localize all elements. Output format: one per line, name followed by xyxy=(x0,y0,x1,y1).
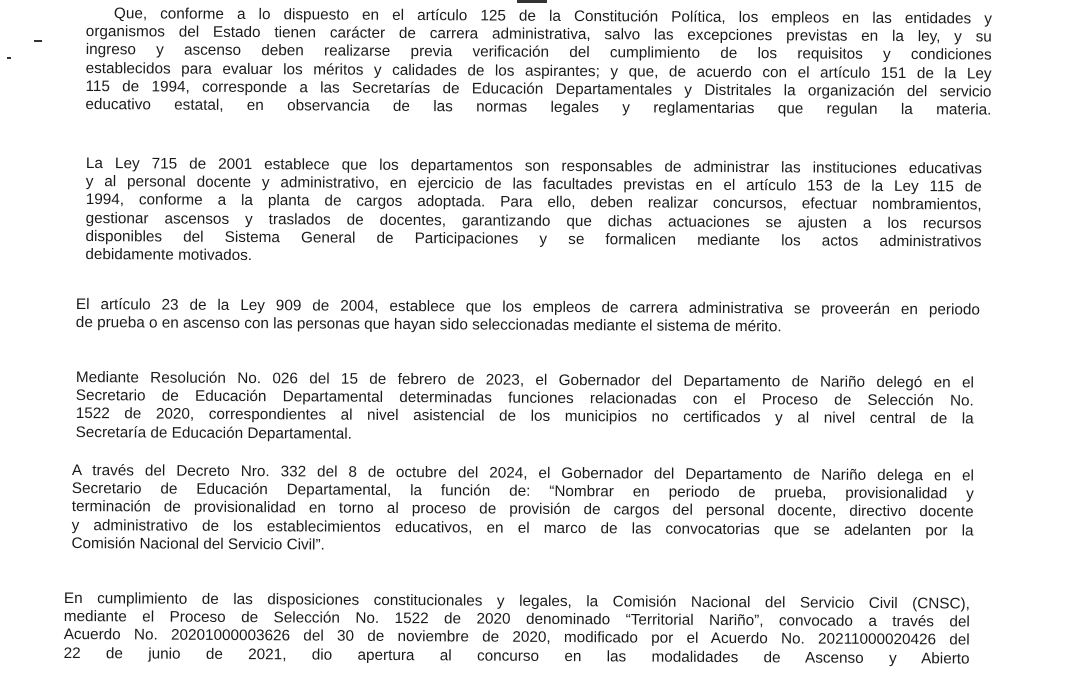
paragraph-line: 1994, conforme a la planta de cargos adoptada. Para ello, deben realizar concursos, efectuar nombramientos, xyxy=(85,191,982,214)
paragraph-line: A través del Decreto Nro. 332 del 8 de octubre del 2024, el Gobernador del Departamento de Nariño delega en el xyxy=(71,462,974,485)
paragraph-line: Secretario de Educación Departamental, la función de: “Nombrar en periodo de prueba, provisionalidad y xyxy=(71,480,974,503)
paragraph-line: ingreso y ascenso deben realizarse previa verificación del cumplimiento de los requisitos y condiciones xyxy=(85,41,992,64)
paragraph-line: Mediante Resolución No. 026 del 15 de febrero de 2023, el Gobernador del Departamento de Nariño delegó en el xyxy=(75,369,974,392)
paragraph-2 xyxy=(85,155,982,270)
paragraph-line: El artículo 23 de la Ley 909 de 2004, establece que los empleos de carrera administrativa se proveerán en periodo xyxy=(75,296,980,319)
paragraph-line: Que, conforme a lo dispuesto en el artículo 125 de la Constitución Política, los empleos en las entidades y xyxy=(113,5,992,28)
paragraph-line: terminación de provisionalidad en torno al proceso de provisión de cargos del personal docente, directivo docente xyxy=(71,498,974,521)
paragraph-line: Comisión Nacional del Servicio Civil”. xyxy=(71,534,325,554)
top-edge-mark xyxy=(517,0,547,3)
paragraph-6 xyxy=(64,590,970,668)
paragraph-line: 22 de junio de 2021, dio apertura al concurso en las modalidades de Ascenso y Abierto xyxy=(63,644,970,668)
paragraph-line: debidamente motivados. xyxy=(85,246,253,265)
paragraph-line: gestionar ascensos y traslados de docentes, garantizando que dichas actuaciones se ajusten a los recursos xyxy=(85,209,982,233)
paragraph-line: educativo estatal, en observancia de las normas legales y reglamentarias que regulan la materia. xyxy=(85,96,992,119)
paragraph-line: En cumplimiento de las disposiciones constitucionales y legales, la Comisión Nacional del Servicio Civil (CNSC), xyxy=(63,590,970,613)
paragraph-line: y al personal docente y administrativo, en ejercicio de las facultades previstas en el artículo 153 de la Ley 115 de xyxy=(85,173,982,196)
paragraph-line: La Ley 715 de 2001 establece que los departamentos son responsables de administrar las instituciones educativas xyxy=(85,155,982,178)
paragraph-1 xyxy=(85,5,992,120)
paragraph-3 xyxy=(76,296,980,338)
paragraph-5 xyxy=(71,462,974,559)
paragraph-4 xyxy=(76,369,974,447)
paragraph-line: establecidos para evaluar los méritos y calidades de los aspirantes; y que, de acuerdo con el artículo 151 de la Ley xyxy=(85,59,992,83)
paragraph-line: de prueba o en ascenso con las personas que hayan sido seleccionadas mediante el sistema de mérito. xyxy=(75,314,782,336)
margin-mark xyxy=(7,57,11,59)
paragraph-line: organismos del Estado tienen carácter de carrera administrativa, salvo las excepciones previstas en la ley, y su xyxy=(85,23,992,46)
paragraph-line: Secretario de Educación Departamental determinadas funciones relacionadas con el Proceso de Selección No. xyxy=(75,387,974,410)
paragraph-line: 1522 de 2020, correspondientes al nivel asistencial de los municipios no certificados y al nivel central de la xyxy=(75,405,974,428)
paragraph-line: disponibles del Sistema General de Participaciones y se formalicen mediante los actos administrativos xyxy=(85,227,982,251)
paragraph-line: 115 de 1994, corresponde a las Secretarías de Educación Departamentales y Distritales la organización del servicio xyxy=(85,77,992,101)
paragraph-line: y administrativo de los establecimientos educativos, en el marco de las convocatorias que se adelanten por la xyxy=(71,516,974,540)
paragraph-line: Acuerdo No. 20201000003626 del 30 de noviembre de 2020, modificado por el Acuerdo No. 20211000020426 del xyxy=(63,626,970,649)
paragraph-line: mediante el Proceso de Selección No. 1522 de 2020 denominado “Territorial Nariño”, convocado a través del xyxy=(63,608,970,631)
margin-mark xyxy=(34,40,42,42)
paragraph-line: Secretaría de Educación Departamental. xyxy=(75,423,353,443)
